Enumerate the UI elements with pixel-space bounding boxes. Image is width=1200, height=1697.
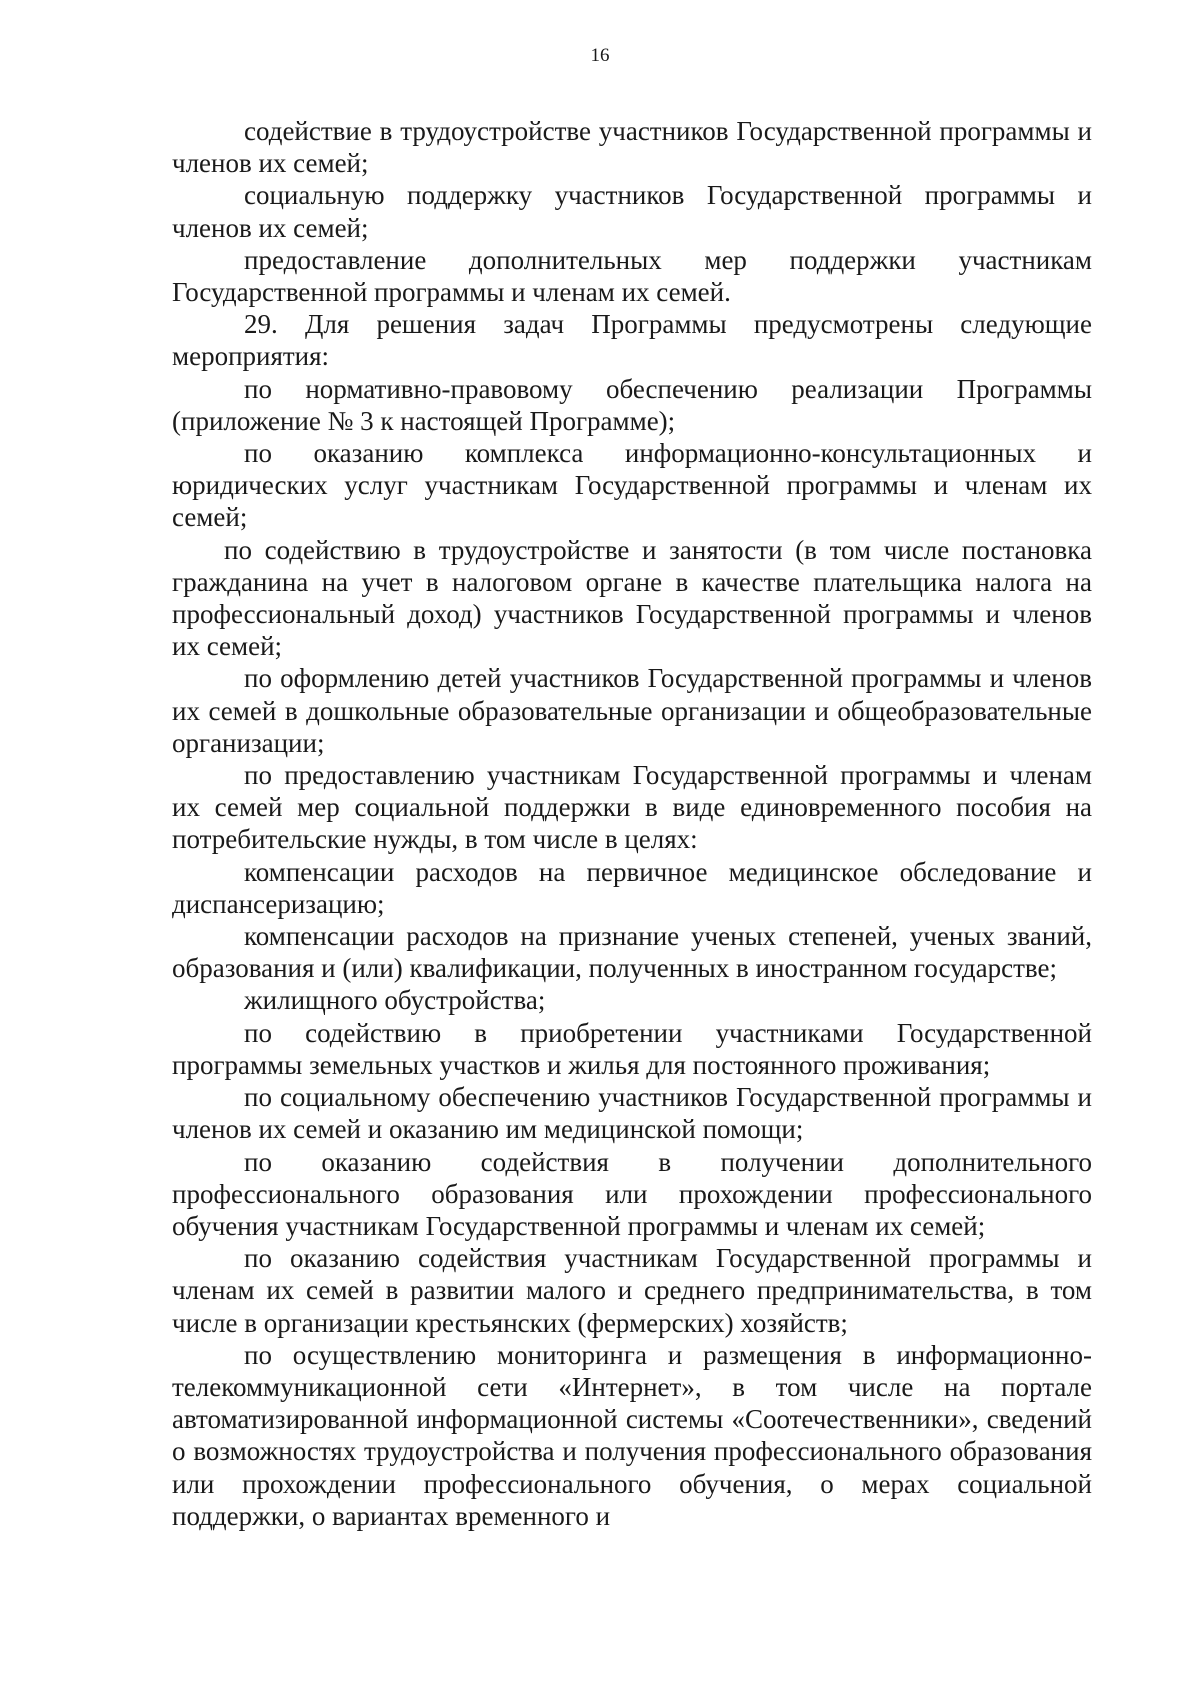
paragraph: социальную поддержку участников Государственной программы и членов их семей; xyxy=(172,180,1092,243)
page-number: 16 xyxy=(590,45,610,66)
paragraph: по оказанию содействия участникам Государственной программы и членам их семей в развитии малого и среднего предпринимательства, в том числе в организации крестьянских (фермерских) хозяйств; xyxy=(172,1243,1092,1338)
paragraph: по предоставлению участникам Государственной программы и членам их семей мер социальной поддержки в виде единовременного пособия на потребительские нужды, в том числе в целях: xyxy=(172,760,1092,855)
paragraph: по оказанию содействия в получении дополнительного профессионального образования или прохождении профессионального обучения участникам Государственной программы и членам их семей; xyxy=(172,1146,1092,1241)
paragraph: по оформлению детей участников Государственной программы и членов их семей в дошкольные образовательные организации и общеобразовательные организации; xyxy=(172,663,1092,758)
paragraph: предоставление дополнительных мер поддержки участникам Государственной программы и членам их семей. xyxy=(172,244,1092,308)
paragraph: по социальному обеспечению участников Государственной программы и членов их семей и оказанию им медицинской помощи; xyxy=(172,1082,1092,1145)
paragraph: компенсации расходов на первичное медицинское обследование и диспансеризацию; xyxy=(172,856,1092,919)
paragraph: жилищного обустройства; xyxy=(244,985,546,1016)
paragraph: компенсации расходов на признание ученых степеней, ученых званий, образования и (или) квалификации, полученных в иностранном государстве; xyxy=(172,921,1092,984)
paragraph: по оказанию комплекса информационно-консультационных и юридических услуг участникам Государственной программы и членам их семей; xyxy=(172,438,1092,533)
paragraph: 29. Для решения задач Программы предусмотрены следующие мероприятия: xyxy=(172,309,1092,372)
paragraph: содействие в трудоустройстве участников Государственной программы и членов их семей; xyxy=(172,116,1092,179)
paragraph: по нормативно-правовому обеспечению реализации Программы (приложение № 3 к настоящей Программе); xyxy=(172,373,1092,436)
paragraph: по осуществлению мониторинга и размещения в информационно-телекоммуникационной сети «Интернет», в том числе на портале автоматизированной информационной системы «Соотечественники», сведений о возможностях трудоустройства и получения профессионального образования или прохождении профессионального обучения, о мерах социальной поддержки, о вариантах временного и xyxy=(172,1339,1092,1531)
document-body xyxy=(172,115,1092,1532)
paragraph: по содействию в трудоустройстве и занятости (в том числе постановка гражданина на учет в налоговом органе в качестве плательщика налога на профессиональный доход) участников Государственной программы и членов их семей; xyxy=(172,534,1092,662)
paragraph: по содействию в приобретении участниками Государственной программы земельных участков и жилья для постоянного проживания; xyxy=(172,1017,1092,1080)
